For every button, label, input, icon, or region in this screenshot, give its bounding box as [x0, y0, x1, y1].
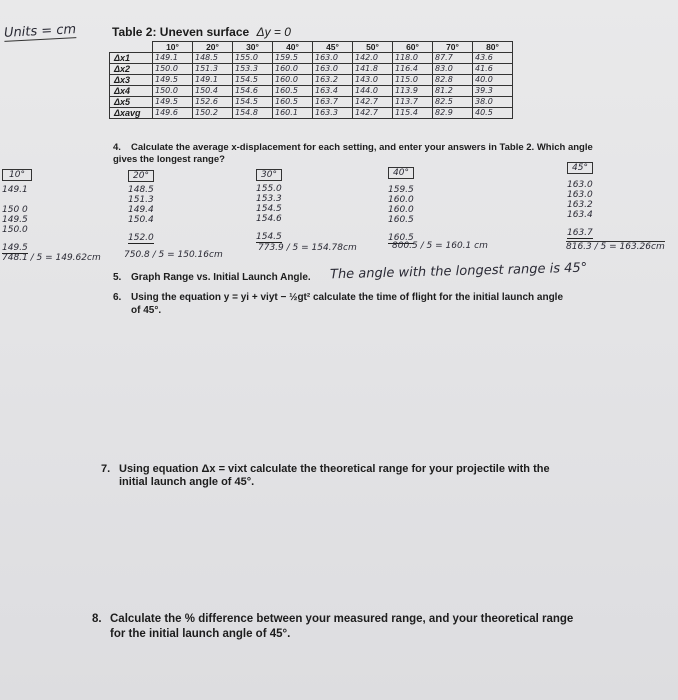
table-cell: 163.3 [313, 108, 353, 119]
table-cell: 142.0 [353, 53, 393, 64]
header-angle-80: 80° [473, 42, 513, 53]
question-7 [101, 463, 621, 489]
work-value: 163.4 [567, 210, 593, 220]
work-value: 160.5 [388, 215, 414, 225]
units-note: Units = cm [3, 22, 77, 41]
row-label: Δxavg [110, 108, 153, 119]
work-value: 163.0 [567, 180, 593, 190]
work-result-20: 750.8 / 5 = 150.16cm [124, 250, 223, 260]
table-cell: 40.5 [473, 108, 513, 119]
question-text: Using the equation y = yi + viyt − ½gt² calculate the time of flight for the initial launch angle [131, 292, 564, 303]
table-cell: 159.5 [273, 53, 313, 64]
table-cell: 160.0 [273, 75, 313, 86]
table-title-suffix: Δy = 0 [256, 25, 291, 39]
work-col-30 [256, 162, 282, 243]
table-cell: 148.5 [193, 53, 233, 64]
work-value: 149.5 [2, 243, 28, 253]
table-cell: 118.0 [393, 53, 433, 64]
table-cell: 160.5 [273, 97, 313, 108]
table-header-row [110, 42, 513, 53]
work-value: 154.5 [256, 232, 282, 242]
answer-q5: The angle with the longest range is 45° [329, 260, 588, 283]
table-cell: 163.0 [313, 64, 353, 75]
work-col-20 [128, 163, 154, 244]
work-col-40 [388, 160, 414, 244]
question-number: 6. [113, 292, 122, 303]
work-value: 151.3 [128, 195, 154, 205]
table-cell: 83.0 [433, 64, 473, 75]
header-angle-30: 30° [233, 42, 273, 53]
question-text: Using equation Δx = vixt calculate the theoretical range for your projectile with the [119, 463, 550, 475]
table-cell: 82.9 [433, 108, 473, 119]
header-angle-70: 70° [433, 42, 473, 53]
work-header: 20° [128, 170, 154, 182]
table-cell: 144.0 [353, 86, 393, 97]
table-title-text: Table 2: Uneven surface [112, 25, 250, 39]
header-angle-10: 10° [153, 42, 193, 53]
table-row [110, 97, 513, 108]
table-cell: 154.8 [233, 108, 273, 119]
table-row [110, 64, 513, 75]
work-header: 45° [567, 162, 593, 174]
work-result-45: 816.3 / 5 = 163.26cm [566, 242, 665, 252]
header-angle-45: 45° [313, 42, 353, 53]
table-cell: 82.5 [433, 97, 473, 108]
table-cell: 115.0 [393, 75, 433, 86]
table-cell: 116.4 [393, 64, 433, 75]
table-cell: 155.0 [233, 53, 273, 64]
work-header: 10° [2, 169, 32, 181]
work-result-10: 748.1 / 5 = 149.62cm [2, 253, 101, 263]
work-result-40: 800.5 / 5 = 160.1 cm [392, 241, 488, 251]
table-cell: 151.3 [193, 64, 233, 75]
work-value: 163.0 [567, 190, 593, 200]
work-result-30: 773.9 / 5 = 154.78cm [258, 243, 357, 253]
question-text-cont: for the initial launch angle of 45°. [110, 628, 291, 640]
table-cell: 87.7 [433, 53, 473, 64]
work-value: 152.0 [128, 233, 154, 243]
table-cell: 43.6 [473, 53, 513, 64]
table-cell: 40.0 [473, 75, 513, 86]
table-cell: 153.3 [233, 64, 273, 75]
table-cell: 38.0 [473, 97, 513, 108]
question-number: 5. [113, 272, 122, 283]
question-text-cont: initial launch angle of 45°. [119, 476, 255, 488]
table-cell: 142.7 [353, 108, 393, 119]
table-title [112, 25, 291, 39]
work-header: 40° [388, 167, 414, 179]
table-row [110, 75, 513, 86]
table-cell: 113.7 [393, 97, 433, 108]
work-value: 160.0 [388, 195, 414, 205]
table-row [110, 86, 513, 97]
table-cell: 154.5 [233, 97, 273, 108]
work-value: 163.7 [567, 228, 593, 238]
table-cell: 82.8 [433, 75, 473, 86]
work-value: 154.6 [256, 214, 282, 224]
table-cell: 150.4 [193, 86, 233, 97]
table-cell: 149.5 [153, 75, 193, 86]
table-cell: 160.0 [273, 64, 313, 75]
header-angle-50: 50° [353, 42, 393, 53]
table-corner [110, 42, 153, 53]
work-value: 149.1 [2, 185, 28, 195]
work-value: 150 0 [2, 205, 28, 215]
question-6 [113, 291, 633, 317]
work-value: 149.5 [2, 215, 28, 225]
table-cell: 160.5 [273, 86, 313, 97]
row-label: Δx3 [110, 75, 153, 86]
table-cell: 154.5 [233, 75, 273, 86]
table-cell: 81.2 [433, 86, 473, 97]
work-value: 155.0 [256, 184, 282, 194]
table-cell: 142.7 [353, 97, 393, 108]
table-cell: 152.6 [193, 97, 233, 108]
question-number: 4. [113, 142, 121, 153]
question-text: Graph Range vs. Initial Launch Angle. [131, 272, 311, 283]
work-col-10 [2, 162, 32, 254]
table-cell: 150.0 [153, 86, 193, 97]
row-label: Δx5 [110, 97, 153, 108]
table-cell: 141.8 [353, 64, 393, 75]
question-text: Calculate the average x-displacement for each setting, and enter your answers in Table 2. Which angle gives the longest range? [113, 142, 593, 165]
table-cell: 143.0 [353, 75, 393, 86]
work-value: 153.3 [256, 194, 282, 204]
header-angle-40: 40° [273, 42, 313, 53]
row-label: Δx1 [110, 53, 153, 64]
work-header: 30° [256, 169, 282, 181]
question-text: Calculate the % difference between your measured range, and your theoretical range [110, 613, 574, 625]
table-cell: 154.6 [233, 86, 273, 97]
table-cell: 163.7 [313, 97, 353, 108]
work-value: 163.2 [567, 200, 593, 210]
header-angle-20: 20° [193, 42, 233, 53]
table-cell: 149.1 [153, 53, 193, 64]
table-cell: 163.2 [313, 75, 353, 86]
work-value: 160.5 [388, 233, 414, 243]
table-row [110, 53, 513, 64]
header-angle-60: 60° [393, 42, 433, 53]
work-value: 154.5 [256, 204, 282, 214]
table-cell: 150.0 [153, 64, 193, 75]
question-4 [113, 142, 603, 166]
table-cell: 149.5 [153, 97, 193, 108]
question-number: 8. [92, 613, 102, 625]
table-cell: 163.4 [313, 86, 353, 97]
work-value: 160.0 [388, 205, 414, 215]
table-row-average [110, 108, 513, 119]
table-cell: 160.1 [273, 108, 313, 119]
question-8 [92, 612, 632, 642]
question-5 [113, 271, 311, 284]
table-cell: 41.6 [473, 64, 513, 75]
table-cell: 149.1 [193, 75, 233, 86]
work-value: 149.4 [128, 205, 154, 215]
table-cell: 150.2 [193, 108, 233, 119]
work-value: 159.5 [388, 185, 414, 195]
data-table [109, 41, 513, 119]
question-number: 7. [101, 463, 111, 475]
table-cell: 149.6 [153, 108, 193, 119]
work-value: 150.0 [2, 225, 28, 235]
work-col-45 [567, 155, 593, 239]
table-cell: 163.0 [313, 53, 353, 64]
row-label: Δx2 [110, 64, 153, 75]
row-label: Δx4 [110, 86, 153, 97]
table-cell: 39.3 [473, 86, 513, 97]
question-text-cont: of 45°. [131, 305, 162, 316]
work-value: 148.5 [128, 185, 154, 195]
work-value: 150.4 [128, 215, 154, 225]
table-cell: 115.4 [393, 108, 433, 119]
table-cell: 113.9 [393, 86, 433, 97]
